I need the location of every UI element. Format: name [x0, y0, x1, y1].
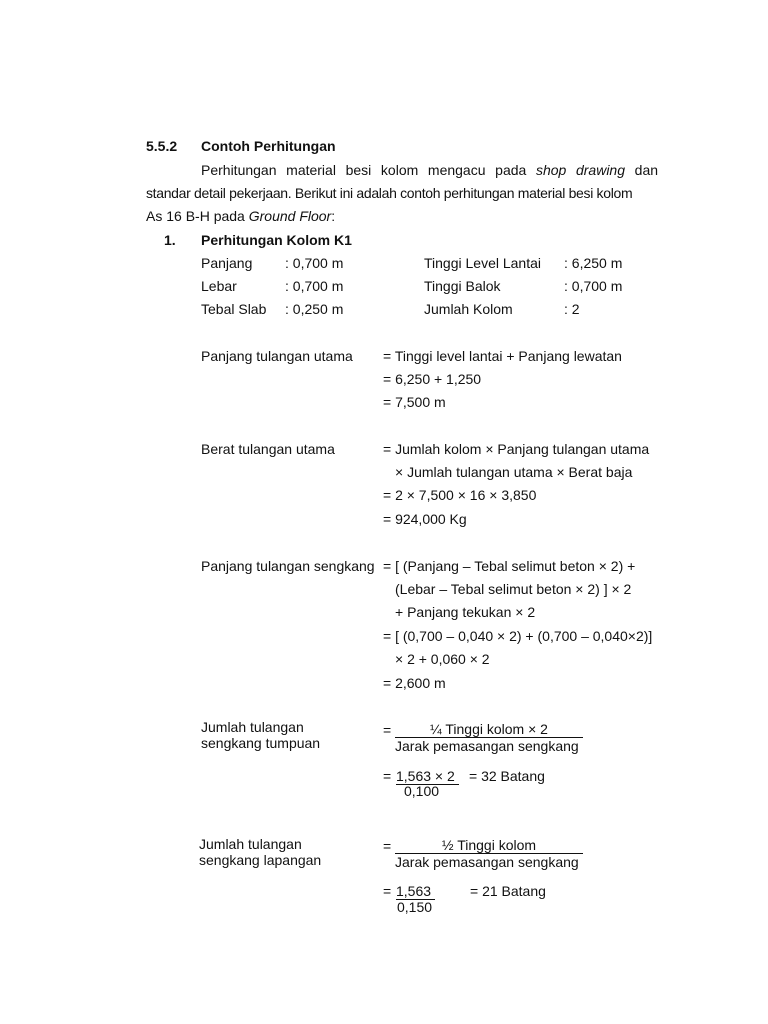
calc-field-result: = 21 Batang: [470, 883, 546, 899]
param-value-tinggi-balok: : 0,700 m: [564, 278, 623, 294]
intro-emphasis-ground-floor: Ground Floor: [248, 208, 332, 224]
calc-stirrup-length-line: (Lebar – Tebal selimut beton × 2) ] × 2: [395, 581, 632, 597]
calc-stirrup-length-line: = [ (0,700 – 0,040 × 2) + (0,700 – 0,040×2)]: [383, 628, 653, 644]
param-value-jumlah-kolom: : 2: [564, 301, 580, 317]
calc-field-result-equals: =: [383, 883, 392, 899]
calc-main-weight-line: = Jumlah kolom × Panjang tulangan utama: [383, 441, 650, 457]
intro-text-3a: As 16 B-H pada: [146, 208, 245, 224]
calc-main-weight-line: = 2 × 7,500 × 16 × 3,850: [383, 487, 537, 503]
section-number: 5.5.2: [146, 138, 178, 154]
calc-main-weight-line: = 924,000 Kg: [383, 511, 467, 527]
item-number: 1.: [164, 232, 176, 248]
calc-field-label-2: sengkang lapangan: [199, 852, 322, 868]
calc-field-result-denominator: 0,150: [397, 899, 433, 915]
param-value-panjang: : 0,700 m: [285, 255, 344, 271]
calc-field-result-numerator: 1,563: [396, 883, 435, 900]
item-title: Perhitungan Kolom K1: [201, 232, 352, 248]
calc-main-weight-line: × Jumlah tulangan utama × Berat baja: [395, 464, 633, 480]
param-value-tebal-slab: : 0,250 m: [285, 301, 344, 317]
calc-field-denominator: Jarak pemasangan sengkang: [395, 854, 579, 870]
section-title: Contoh Perhitungan: [201, 138, 336, 154]
calc-support-equals: =: [383, 722, 392, 738]
param-label-jumlah-kolom: Jumlah Kolom: [424, 301, 513, 317]
calc-main-length-line: = Tinggi level lantai + Panjang lewatan: [383, 348, 622, 364]
calc-main-length-line: = 7,500 m: [383, 394, 446, 410]
calc-support-label-1: Jumlah tulangan: [201, 719, 304, 735]
param-value-lebar: : 0,700 m: [285, 278, 344, 294]
intro-line-3: [146, 208, 335, 224]
calc-stirrup-length-line: = 2,600 m: [383, 675, 446, 691]
calc-support-label-2: sengkang tumpuan: [201, 735, 321, 751]
calc-support-result-equals: =: [383, 768, 392, 784]
calc-stirrup-length-line: = [ (Panjang – Tebal selimut beton × 2) +: [383, 558, 636, 574]
intro-text-3b: :: [331, 208, 336, 224]
param-label-lebar: Lebar: [201, 278, 237, 294]
intro-line-2: standar detail pekerjaan. Berikut ini adalah contoh perhitungan material besi kolom: [146, 185, 633, 201]
calc-support-result-denominator: 0,100: [404, 783, 440, 799]
calc-field-numerator: ½ Tinggi kolom: [395, 837, 583, 854]
calc-main-length-line: = 6,250 + 1,250: [383, 371, 482, 387]
param-label-panjang: Panjang: [201, 255, 253, 271]
calc-support-result-numerator: 1,563 × 2: [396, 768, 459, 785]
intro-line-1: [201, 162, 658, 178]
calc-support-denominator: Jarak pemasangan sengkang: [395, 738, 579, 754]
intro-text-1a: Perhitungan material besi kolom mengacu pada: [201, 162, 527, 178]
calc-support-numerator: ¼ Tinggi kolom × 2: [395, 721, 583, 738]
calc-stirrup-length-line: + Panjang tekukan × 2: [395, 604, 536, 620]
param-value-tinggi-level-lantai: : 6,250 m: [564, 255, 623, 271]
calc-main-weight-label: Berat tulangan utama: [201, 441, 335, 457]
param-label-tebal-slab: Tebal Slab: [201, 301, 267, 317]
calc-field-equals: =: [383, 838, 392, 854]
param-label-tinggi-level-lantai: Tinggi Level Lantai: [424, 255, 542, 271]
calc-support-result: = 32 Batang: [469, 768, 545, 784]
calc-field-label-1: Jumlah tulangan: [199, 836, 302, 852]
param-label-tinggi-balok: Tinggi Balok: [424, 278, 501, 294]
calc-stirrup-length-label: Panjang tulangan sengkang: [201, 558, 375, 574]
calc-main-length-label: Panjang tulangan utama: [201, 348, 353, 364]
intro-emphasis-shop-drawing: shop drawing: [535, 162, 626, 178]
calc-stirrup-length-line: × 2 + 0,060 × 2: [395, 651, 490, 667]
intro-text-1b: dan: [634, 162, 659, 178]
